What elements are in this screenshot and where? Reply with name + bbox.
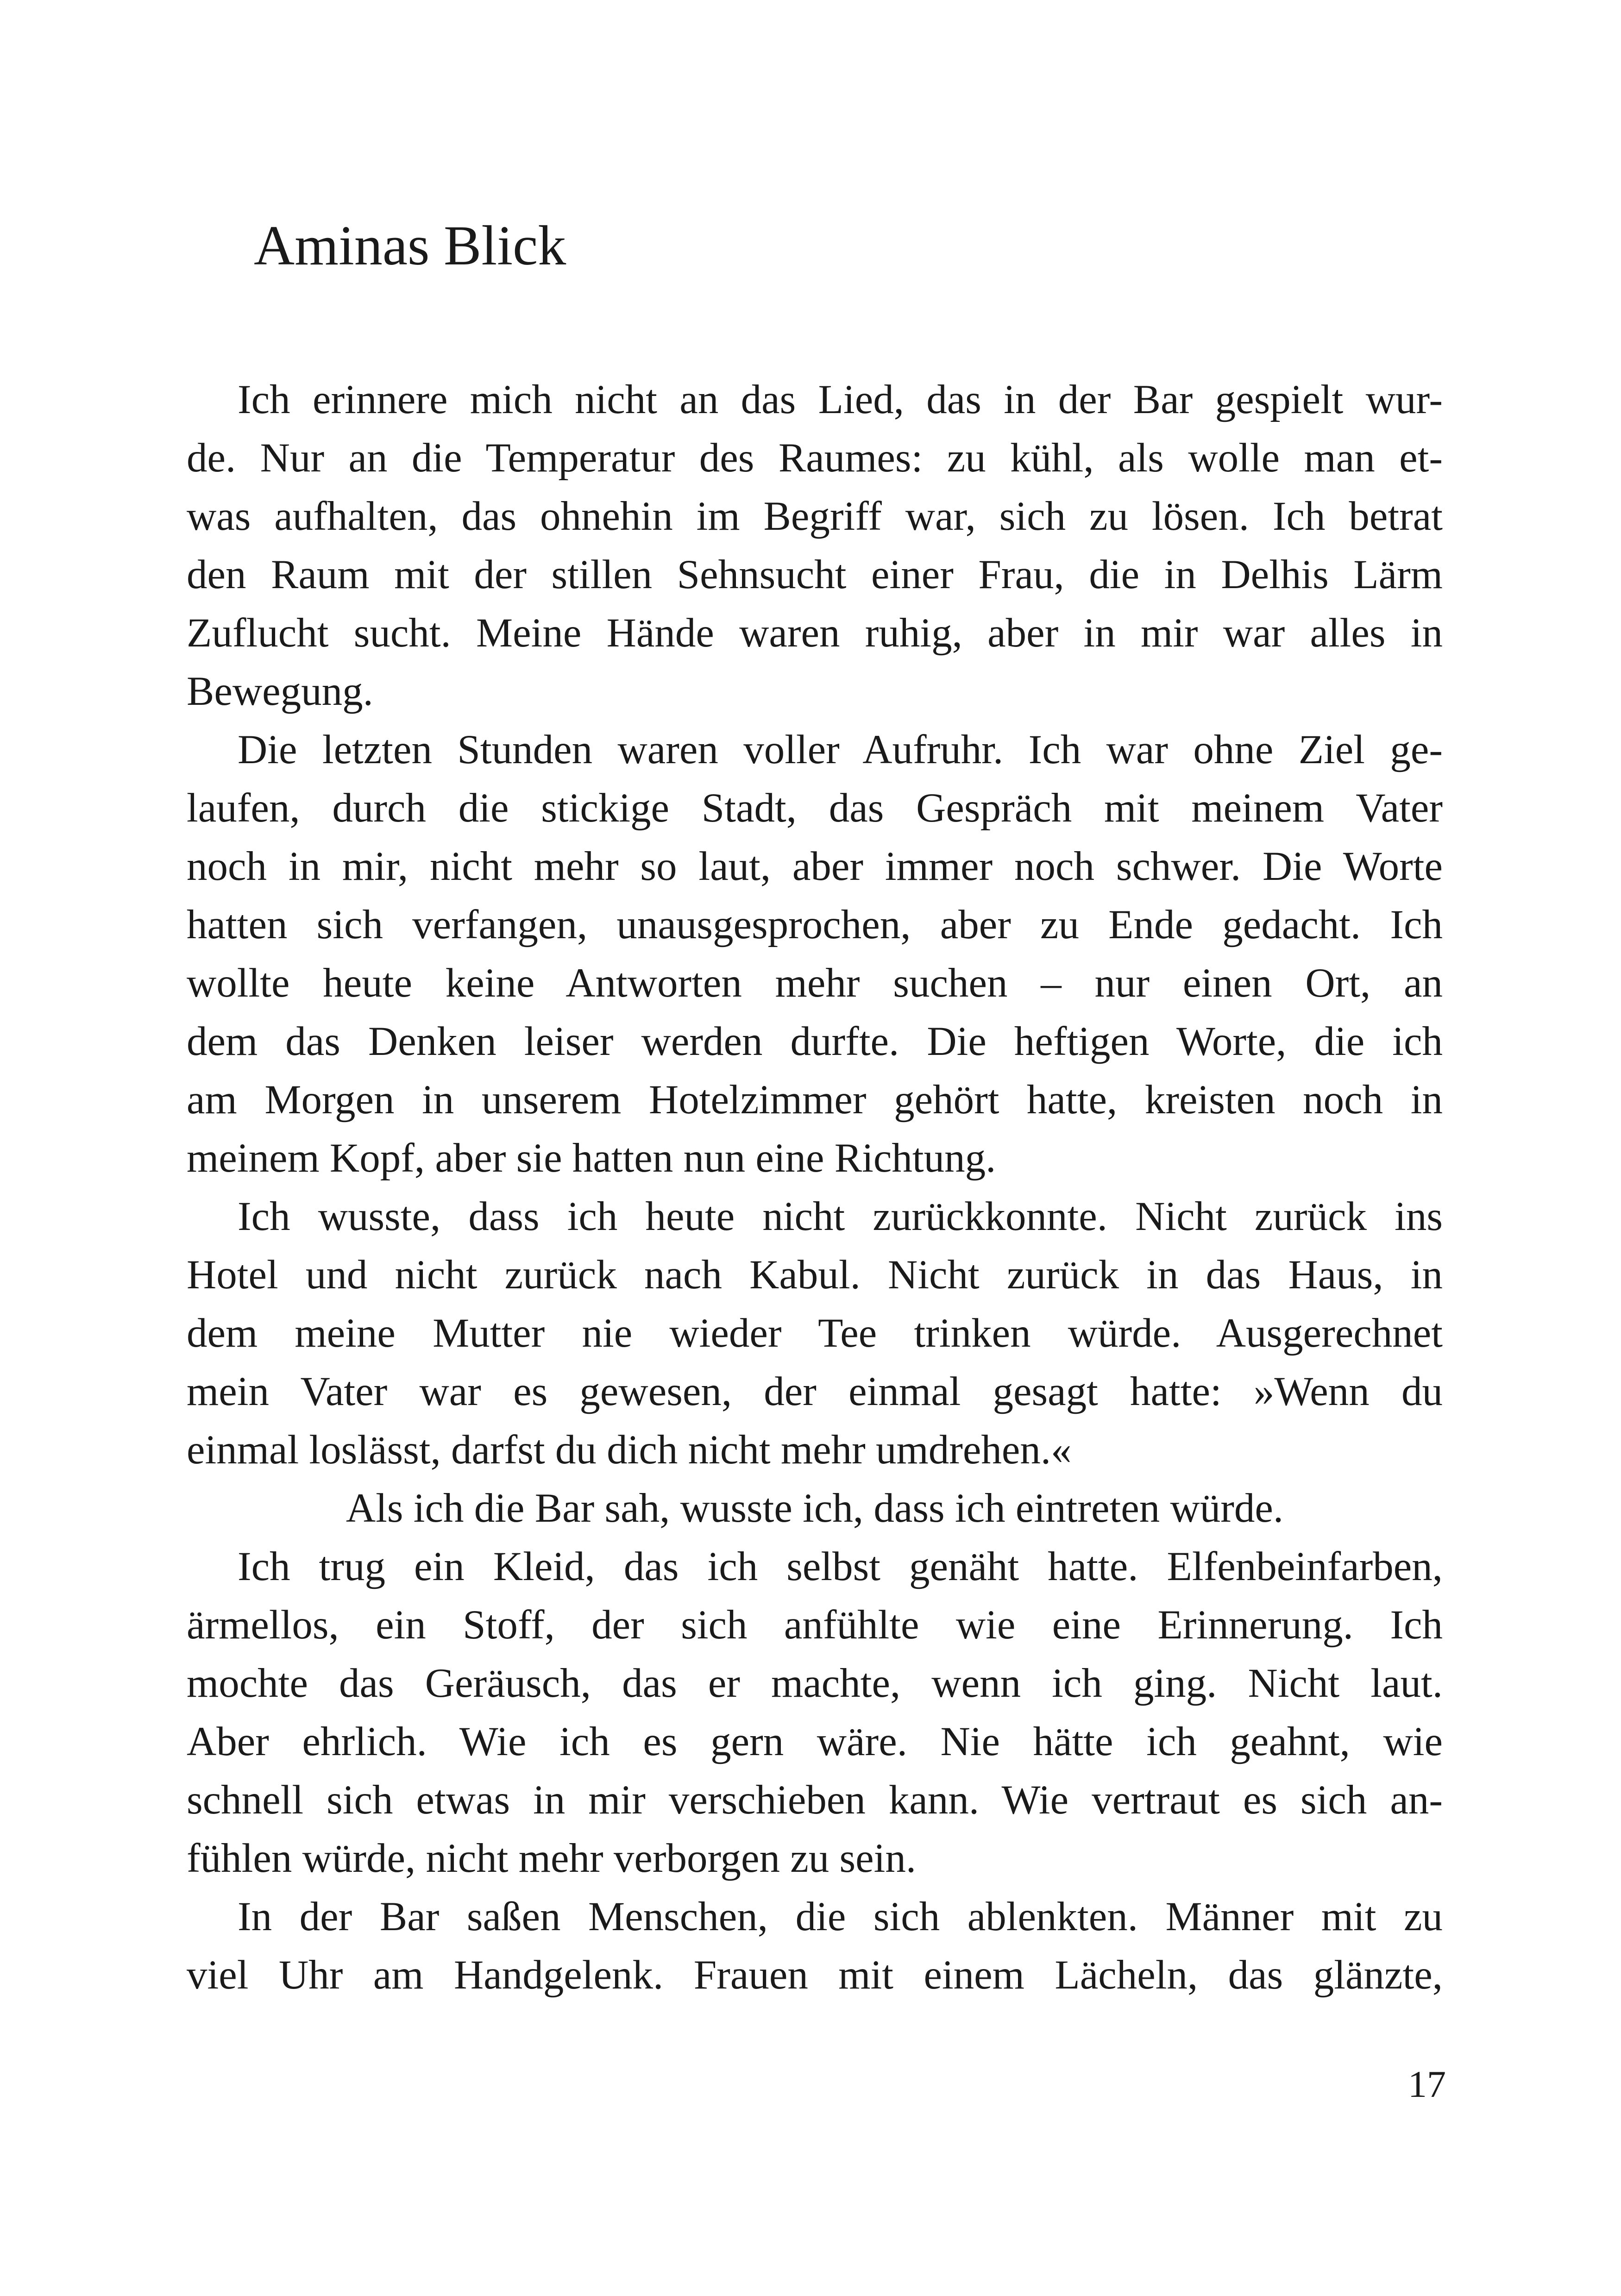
text-line: Ich wusste, dass ich heute nicht zurückkonnte. Nicht zurück ins (238, 1194, 1443, 1239)
text-line: Als ich die Bar sah, wusste ich, dass ich eintreten würde. (346, 1486, 1284, 1531)
text-line: ärmellos, ein Stoff, der sich anfühlte wie eine Erinnerung. Ich (187, 1602, 1443, 1648)
text-line: schnell sich etwas in mir verschieben kann. Wie vertraut es sich an- (187, 1777, 1443, 1823)
text-line: Zuflucht sucht. Meine Hände waren ruhig, aber in mir war alles in (187, 610, 1443, 656)
text-line: den Raum mit der stillen Sehnsucht einer Frau, die in Delhis Lärm (187, 552, 1443, 597)
paragraph (187, 1479, 1443, 1537)
paragraph (187, 1537, 1443, 1888)
text-line: Aber ehrlich. Wie ich es gern wäre. Nie hätte ich geahnt, wie (187, 1719, 1443, 1764)
text-line: Bewegung. (187, 669, 373, 714)
paragraph (187, 1187, 1443, 1479)
paragraph (187, 1888, 1443, 2004)
text-line: meinem Kopf, aber sie hatten nun eine Richtung. (187, 1135, 996, 1181)
text-line: mein Vater war es gewesen, der einmal gesagt hatte: »Wenn du (187, 1369, 1443, 1414)
page-number: 17 (1408, 2063, 1446, 2105)
text-line: Ich trug ein Kleid, das ich selbst genäht hatte. Elfenbeinfarben, (238, 1544, 1443, 1589)
text-line: was aufhalten, das ohnehin im Begriff war, sich zu lösen. Ich betrat (187, 494, 1443, 539)
text-line: einmal loslässt, darfst du dich nicht mehr umdrehen.« (187, 1427, 1072, 1473)
text-line: wollte heute keine Antworten mehr suchen – nur einen Ort, an (187, 960, 1443, 1006)
text-line: am Morgen in unserem Hotelzimmer gehört hatte, kreisten noch in (187, 1077, 1443, 1123)
paragraph (187, 370, 1443, 721)
body-text (187, 370, 1443, 2004)
text-line: fühlen würde, nicht mehr verborgen zu sein. (187, 1836, 917, 1881)
text-line: Hotel und nicht zurück nach Kabul. Nicht zurück in das Haus, in (187, 1252, 1443, 1298)
text-line: noch in mir, nicht mehr so laut, aber immer noch schwer. Die Worte (187, 844, 1443, 889)
text-line: de. Nur an die Temperatur des Raumes: zu kühl, als wolle man et- (187, 435, 1443, 481)
text-line: mochte das Geräusch, das er machte, wenn ich ging. Nicht laut. (187, 1661, 1443, 1706)
text-line: dem das Denken leiser werden durfte. Die heftigen Worte, die ich (187, 1019, 1443, 1064)
text-line: Ich erinnere mich nicht an das Lied, das in der Bar gespielt wur- (238, 377, 1443, 422)
text-line: hatten sich verfangen, unausgesprochen, aber zu Ende gedacht. Ich (187, 902, 1443, 947)
text-line: In der Bar saßen Menschen, die sich ablenkten. Männer mit zu (238, 1894, 1443, 1939)
chapter-title: Aminas Blick (254, 214, 566, 277)
text-line: viel Uhr am Handgelenk. Frauen mit einem Lächeln, das glänzte, (187, 1952, 1443, 1998)
text-line: dem meine Mutter nie wieder Tee trinken würde. Ausgerechnet (187, 1311, 1443, 1356)
text-line: Die letzten Stunden waren voller Aufruhr. Ich war ohne Ziel ge- (238, 727, 1443, 772)
text-line: laufen, durch die stickige Stadt, das Gespräch mit meinem Vater (187, 785, 1443, 831)
paragraph (187, 721, 1443, 1187)
